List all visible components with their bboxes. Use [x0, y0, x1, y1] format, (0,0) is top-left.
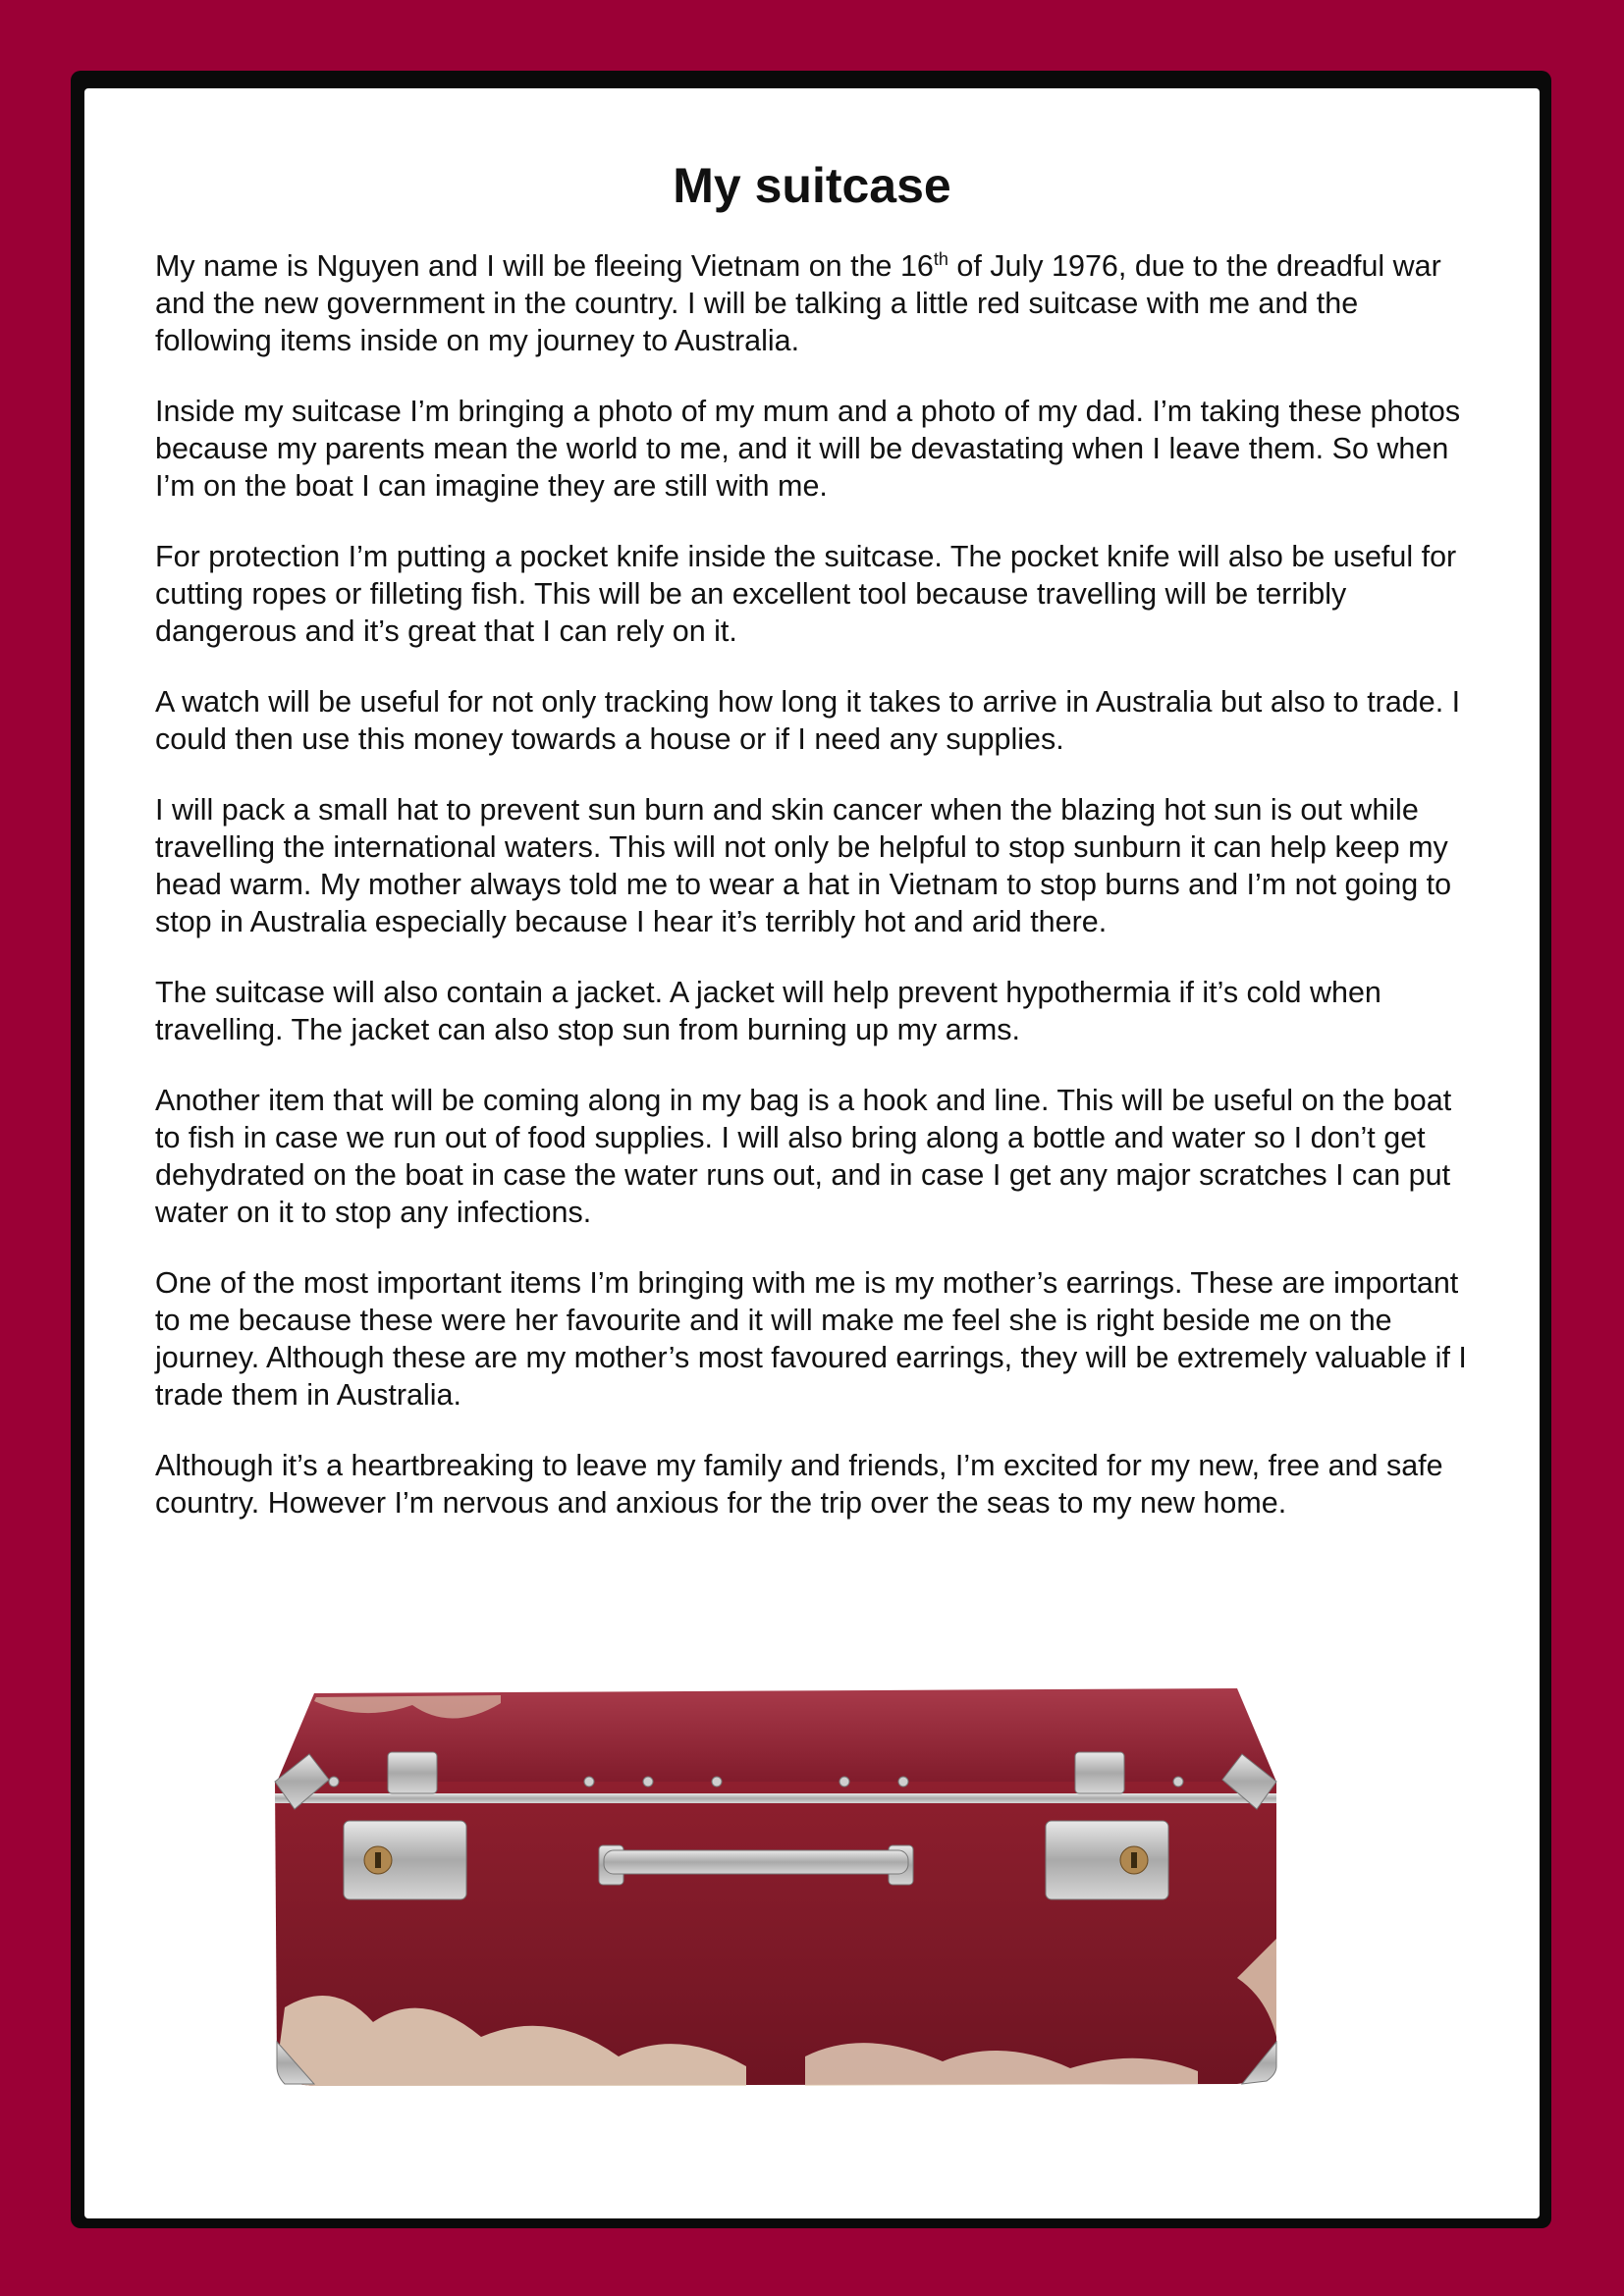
paragraph-earrings: One of the most important items I’m bringing with me is my mother’s earrings. These are important to me because these were her favourite and it will make me feel she is right beside me on the journey. Although these are my mother’s most favoured earrings, they will be extremely valuable if I trade them in Australia.	[155, 1266, 1467, 1412]
paragraph-knife: For protection I’m putting a pocket knife inside the suitcase. The pocket knife will also be useful for cutting ropes or filleting fish. This will be an excellent tool because travelling will be terribly dangerous and it’s great that I can rely on it.	[155, 540, 1457, 648]
paragraph-hook-line: Another item that will be coming along in my bag is a hook and line. This will be useful on the boat to fish in case we run out of food supplies. I will also bring along a bottle and water so I don’t get dehydrated on the boat in case the water runs out, and in case I get any major scratches I can put water on it to stop any infections.	[155, 1084, 1452, 1229]
suitcase-image	[255, 1683, 1296, 2096]
paragraph-photos: Inside my suitcase I’m bringing a photo of my mum and a photo of my dad. I’m taking these photos because my parents mean the world to me, and it will be devastating when I leave them. So when I’m on the boat I can imagine they are still with me.	[155, 395, 1461, 503]
paragraph-watch: A watch will be useful for not only tracking how long it takes to arrive in Australia but also to trade. I could then use this money towards a house or if I need any supplies.	[155, 685, 1461, 756]
paragraph-conclusion: Although it’s a heartbreaking to leave my family and friends, I’m excited for my new, free and safe country. However I’m nervous and anxious for the trip over the seas to my new home.	[155, 1449, 1443, 1520]
paragraph-hat: I will pack a small hat to prevent sun burn and skin cancer when the blazing hot sun is out while travelling the international waters. This will not only be helpful to stop sunburn it can help keep my head warm. My mother always told me to wear a hat in Vietnam to stop burns and I’m not going to stop in Australia especially because I hear it’s terribly hot and arid there.	[155, 793, 1452, 938]
essay-body	[155, 247, 1481, 1555]
paragraph-jacket: The suitcase will also contain a jacket. A jacket will help prevent hypothermia if it’s cold when travelling. The jacket can also stop sun from burning up my arms.	[155, 976, 1381, 1046]
page-title: My suitcase	[673, 158, 951, 213]
paragraph-intro: My name is Nguyen and I will be fleeing Vietnam on the 16th of July 1976, due to the dreadful war and the new government in the country. I will be talking a little red suitcase with me and the following items inside on my journey to Australia.	[155, 248, 1441, 357]
